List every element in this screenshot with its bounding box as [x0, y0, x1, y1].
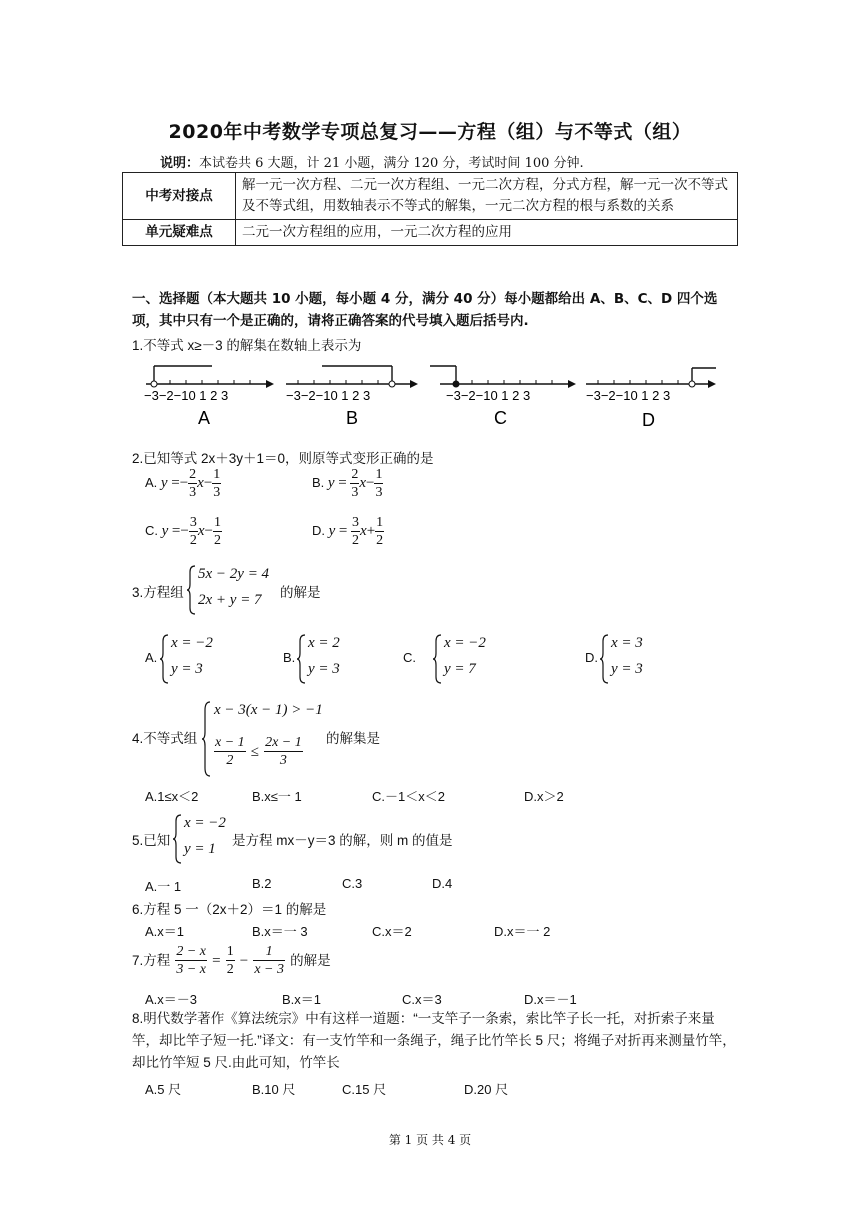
q3-option-d-label: D.	[585, 650, 598, 665]
tick-labels: −3−2−10 1 2 3	[286, 388, 371, 403]
q4-suffix: 的解集是	[326, 731, 380, 746]
q8-option-a: A.5 尺	[145, 1082, 182, 1097]
q5-option-c: C.3	[342, 876, 363, 891]
q3-suffix: 的解是	[280, 585, 321, 600]
q3-option-c-system: x = −2 y = 7	[433, 633, 513, 685]
q6-stem: 6.方程 5 一（2x＋2）＝1 的解是	[132, 902, 327, 917]
table-key: 单元疑难点	[123, 220, 236, 246]
q5-suffix: 是方程 mx－y＝3 的解，则 m 的值是	[232, 833, 453, 848]
q8-option-c: C.15 尺	[342, 1082, 387, 1097]
q3-option-a-system: x = −2 y = 3	[160, 633, 240, 685]
q3-prefix: 3.方程组	[132, 585, 184, 600]
table-key: 中考对接点	[123, 173, 236, 220]
q3-option-c-label: C.	[403, 650, 416, 665]
table-row	[123, 220, 738, 246]
number-line-c	[430, 366, 576, 428]
table-value: 解一元一次方程、二元一次方程组、一元二次方程，分式方程，解一元一次不等式及不等式组，用数轴表示不等式的解集，一元二次方程的根与系数的关系	[236, 173, 738, 220]
option-label: C.	[145, 522, 158, 538]
q7-equation: 7.方程 $\frac{2 - x}{3 - x}$ = $\frac{1}{2}$ − $\frac{1}{x - 3}$ 的解是	[132, 944, 331, 977]
q2-option-a: A. y =− $\frac{2}{3}$ x− $\frac{1}{3}$	[145, 467, 221, 500]
q1-number-lines	[140, 358, 730, 430]
tick-labels: −3−2−10 1 2 3	[446, 388, 531, 403]
q3-option-a-label: A.	[145, 650, 158, 665]
q7-option-b: B.x＝1	[282, 992, 322, 1007]
section-heading: 一、选择题（本大题共 10 小题，每小题 4 分，满分 40 分）每小题都给出 A、B、C、D 四个选项，其中只有一个是正确的，请将正确答案的代号填入题后括号内.	[132, 291, 718, 329]
note-label: 说明：	[160, 156, 200, 171]
q6-option-c: C.x＝2	[372, 924, 412, 939]
q4-option-d: D.x＞2	[524, 789, 564, 804]
q2-option-c: C. y =− $\frac{3}{2}$ x− $\frac{1}{2}$	[145, 515, 221, 548]
q8-stem: 8.明代数学著作《算法统宗》中有这样一道题：“一支竿子一条索，索比竿子长一托，对折索子来量竿，却比竿子短一托.”译文：有一支竹竿和一条绳子，绳子比竹竿长 5 尺；将绳子对折再来测量竹竿，却比竹竿短 5 尺.由此可知，竹竿长	[132, 1011, 736, 1070]
brace-icon	[187, 564, 197, 616]
q4-option-b: B.x≤一 1	[252, 789, 302, 804]
brace-icon	[297, 633, 307, 685]
q7-option-d: D.x＝－1	[524, 992, 577, 1007]
q6-option-d: D.x＝一 2	[494, 924, 551, 939]
q4-option-c: C.－1＜x＜2	[372, 789, 445, 804]
brace-icon	[433, 633, 443, 685]
q2-option-b: B. y = $\frac{2}{3}$ x− $\frac{1}{3}$	[312, 467, 383, 500]
option-label: D.	[312, 522, 325, 538]
option-d-label: D	[642, 410, 655, 430]
system-line: x − 3(x − 1) > −1	[214, 702, 323, 718]
exam-note	[160, 152, 584, 171]
tick-labels: −3−2−10 1 2 3	[144, 388, 229, 403]
table-value: 二元一次方程组的应用，一元二次方程的应用	[236, 220, 738, 246]
q8-option-b: B.10 尺	[252, 1082, 296, 1097]
option-a-label: A	[198, 408, 211, 428]
brace-icon	[600, 633, 610, 685]
q6-option-b: B.x＝一 3	[252, 924, 308, 939]
brace-icon	[202, 700, 212, 778]
q2-option-d: D. y = $\frac{3}{2}$ x+ $\frac{1}{2}$	[312, 515, 384, 548]
option-c-label: C	[494, 408, 507, 428]
number-line-a	[144, 366, 274, 428]
system-line: 2x + y = 7	[198, 592, 262, 608]
brace-icon	[160, 633, 170, 685]
q3-option-b-system: x = 2 y = 3	[297, 633, 377, 685]
q4-system	[202, 700, 322, 778]
tick-labels: −3−2−10 1 2 3	[586, 388, 671, 403]
q5-option-b: B.2	[252, 876, 272, 891]
option-label: A.	[145, 474, 158, 490]
number-line-d	[586, 368, 716, 430]
q3-system	[187, 564, 277, 616]
system-line: 5x − 2y = 4	[198, 566, 270, 582]
q8-option-d: D.20 尺	[464, 1082, 509, 1097]
table-row	[123, 173, 738, 220]
q5-option-d: D.4	[432, 876, 453, 891]
q4-prefix: 4.不等式组	[132, 731, 198, 746]
note-text: 本试卷共 6 大题，计 21 小题，满分 120 分，考试时间 100 分钟.	[199, 156, 584, 171]
q6-option-a: A.x＝1	[145, 924, 185, 939]
system-line: $\frac{x - 1}{2}$ ≤ $\frac{2x - 1}{3}$	[215, 735, 302, 768]
page-title: 2020年中考数学专项总复习——方程（组）与不等式（组）	[168, 121, 692, 143]
q7-option-c: C.x＝3	[402, 992, 442, 1007]
q7-option-a: A.x＝－3	[145, 992, 198, 1007]
brace-icon	[173, 813, 183, 865]
q4-option-a: A.1≤x＜2	[145, 789, 199, 804]
q5-system: x = −2 y = 1	[173, 813, 243, 865]
q5-prefix: 5.已知	[132, 833, 171, 848]
q1-stem: 1.不等式 x≥－3 的解集在数轴上表示为	[132, 338, 362, 353]
info-table	[122, 172, 738, 246]
option-label: B.	[312, 474, 325, 490]
q3-option-d-system: x = 3 y = 3	[600, 633, 680, 685]
q3-option-b-label: B.	[283, 650, 296, 665]
option-b-label: B	[346, 408, 359, 428]
q5-option-a: A.一 1	[145, 879, 182, 894]
number-line-b	[286, 366, 418, 428]
q2-stem: 2.已知等式 2x＋3y＋1＝0，则原等式变形正确的是	[132, 451, 434, 466]
page-footer: 第 1 页 共 4 页	[388, 1133, 472, 1147]
